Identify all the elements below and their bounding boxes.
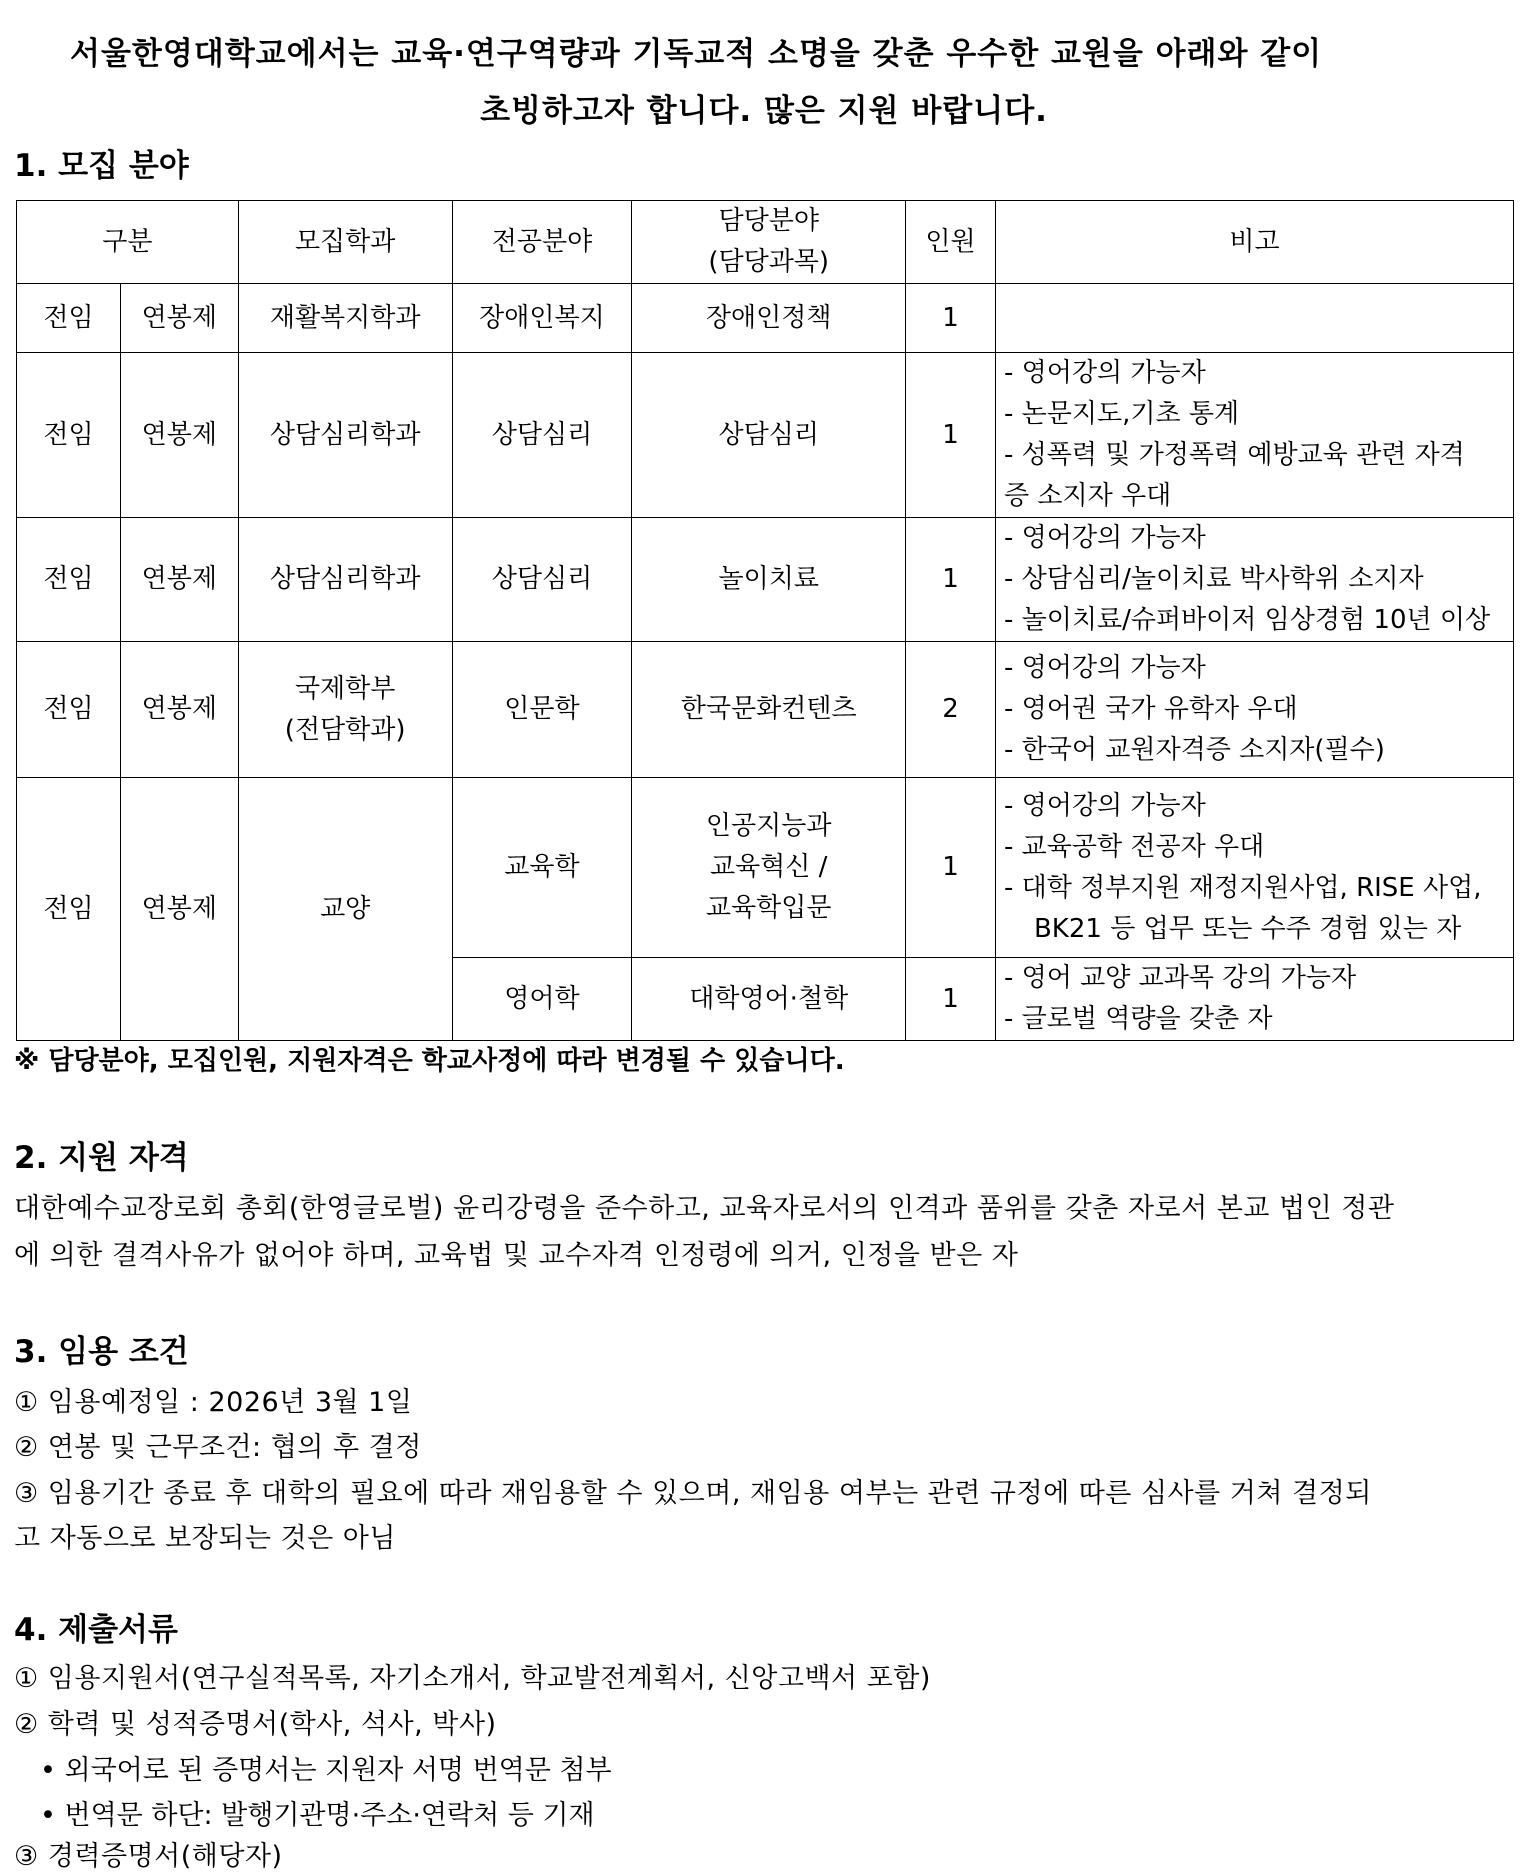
remark-line: 증 소지자 우대 [1003,481,1172,511]
table-row [17,518,1514,642]
header-department: 모집학과 [238,201,452,284]
subject-line: 인공지능과 [705,811,832,841]
cell-remarks [995,284,1513,353]
section-3-item-3-line-2: 고 자동으로 보장되는 것은 아님 [14,1523,396,1554]
table-row [17,353,1514,518]
remark-line: - 영어 교양 교과목 강의 가능자 [1003,963,1357,993]
table-row [17,284,1514,353]
remark-line: - 영어강의 가능자 [1003,790,1206,821]
cell-count: 1 [906,353,996,518]
cell-major: 장애인복지 [452,284,632,353]
section-3-item-1: ① 임용예정일 : 2026년 3월 1일 [14,1387,413,1418]
cell-type: 전임 [17,778,121,1041]
recruitment-table [16,200,1514,1041]
header-major: 전공분야 [452,201,632,284]
remark-line: - 영어권 국가 유학자 우대 [1003,694,1298,724]
cell-department: 상담심리학과 [238,353,452,518]
header-subject-line-1: 담당분야 [718,206,819,236]
section-3-title: 3. 임용 조건 [14,1334,189,1370]
cell-pay: 연봉제 [120,353,238,518]
cell-department [238,642,452,778]
cell-count: 1 [906,958,996,1041]
remark-line: - 한국어 교원자격증 소지자(필수) [1003,735,1385,765]
cell-pay: 연봉제 [120,284,238,353]
cell-remarks [995,778,1513,958]
cell-type: 전임 [17,353,121,518]
cell-department: 상담심리학과 [238,518,452,642]
cell-pay: 연봉제 [120,778,238,1041]
section-1-title: 1. 모집 분야 [14,148,189,184]
cell-remarks [995,518,1513,642]
header-subject-line-2: (담당과목) [708,247,830,277]
cell-type: 전임 [17,284,121,353]
section-4-item-1: ① 임용지원서(연구실적목록, 자기소개서, 학교발전계획서, 신앙고백서 포함) [14,1663,931,1694]
header-subject [632,201,906,284]
remark-line: - 영어강의 가능자 [1003,358,1206,388]
cell-count: 1 [906,518,996,642]
cell-major: 영어학 [452,958,632,1041]
section-2-line-2: 에 의한 결격사유가 없어야 하며, 교육법 및 교수자격 인정령에 의거, 인정을 받은 자 [14,1240,1019,1271]
intro-line-2: 초빙하고자 합니다. 많은 지원 바랍니다. [480,93,1048,129]
cell-count: 1 [906,284,996,353]
table-header-row [17,201,1514,284]
cell-pay: 연봉제 [120,518,238,642]
remark-line: - 논문지도,기초 통계 [1003,399,1240,429]
cell-major: 상담심리 [452,518,632,642]
remark-line: - 교육공학 전공자 우대 [1003,831,1265,862]
intro-line-1: 서울한영대학교에서는 교육·연구역량과 기독교적 소명을 갖춘 우수한 교원을 아래와 같이 [70,36,1323,72]
cell-type: 전임 [17,642,121,778]
cell-major: 상담심리 [452,353,632,518]
cell-subject: 놀이치료 [632,518,906,642]
department-line-1: 국제학부 [294,673,396,704]
section-4-item-2: ② 학력 및 성적증명서(학사, 석사, 박사) [14,1709,497,1740]
cell-count: 2 [906,642,996,778]
cell-department: 재활복지학과 [238,284,452,353]
cell-remarks [995,958,1513,1041]
remark-line: - 대학 정부지원 재정지원사업, RISE 사업, [1003,872,1482,903]
section-2-line-1: 대한예수교장로회 총회(한영글로벌) 윤리강령을 준수하고, 교육자로서의 인격과 품위를 갖춘 자로서 본교 법인 정관 [14,1193,1395,1224]
cell-type: 전임 [17,518,121,642]
cell-remarks [995,353,1513,518]
cell-pay: 연봉제 [120,642,238,778]
department-line-2: (전담학과) [284,714,406,745]
table-note: ※ 담당분야, 모집인원, 지원자격은 학교사정에 따라 변경될 수 있습니다. [14,1046,845,1076]
cell-major: 교육학 [452,778,632,958]
remark-line: - 영어강의 가능자 [1003,653,1206,683]
cell-count: 1 [906,778,996,958]
header-category: 구분 [17,201,239,284]
header-count: 인원 [906,201,996,284]
cell-remarks [995,642,1513,778]
cell-subject: 한국문화컨텐츠 [632,642,906,778]
section-3-item-3-line-1: ③ 임용기간 종료 후 대학의 필요에 따라 재임용할 수 있으며, 재임용 여부는 관련 규정에 따른 심사를 거쳐 결정되 [14,1478,1372,1509]
cell-subject: 장애인정책 [632,284,906,353]
remark-line: BK21 등 업무 또는 수주 경험 있는 자 [1033,913,1462,944]
header-remarks: 비고 [995,201,1513,284]
remark-line: - 상담심리/놀이치료 박사학위 소지자 [1003,564,1424,594]
remark-line: - 글로벌 역량을 갖춘 자 [1003,1004,1273,1034]
table-row [17,778,1514,958]
cell-department: 교양 [238,778,452,1041]
subject-line: 교육혁신 / [709,852,828,882]
cell-major: 인문학 [452,642,632,778]
table-row [17,642,1514,778]
section-4-bullet-1: • 외국어로 된 증명서는 지원자 서명 번역문 첨부 [40,1755,612,1786]
remark-line: - 성폭력 및 가정폭력 예방교육 관련 자격 [1003,440,1465,470]
section-4-item-3: ③ 경력증명서(해당자) [14,1841,283,1872]
cell-subject: 상담심리 [632,353,906,518]
section-2-title: 2. 지원 자격 [14,1140,189,1176]
cell-subject [632,778,906,958]
section-3-item-2: ② 연봉 및 근무조건: 협의 후 결정 [14,1432,422,1463]
subject-line: 교육학입문 [705,893,832,923]
remark-line: - 놀이치료/슈퍼바이저 임상경험 10년 이상 [1003,605,1491,635]
section-4-bullet-2: • 번역문 하단: 발행기관명·주소·연락처 등 기재 [40,1800,595,1831]
remark-line: - 영어강의 가능자 [1003,523,1206,553]
section-4-title: 4. 제출서류 [14,1612,178,1648]
cell-subject: 대학영어·철학 [632,958,906,1041]
